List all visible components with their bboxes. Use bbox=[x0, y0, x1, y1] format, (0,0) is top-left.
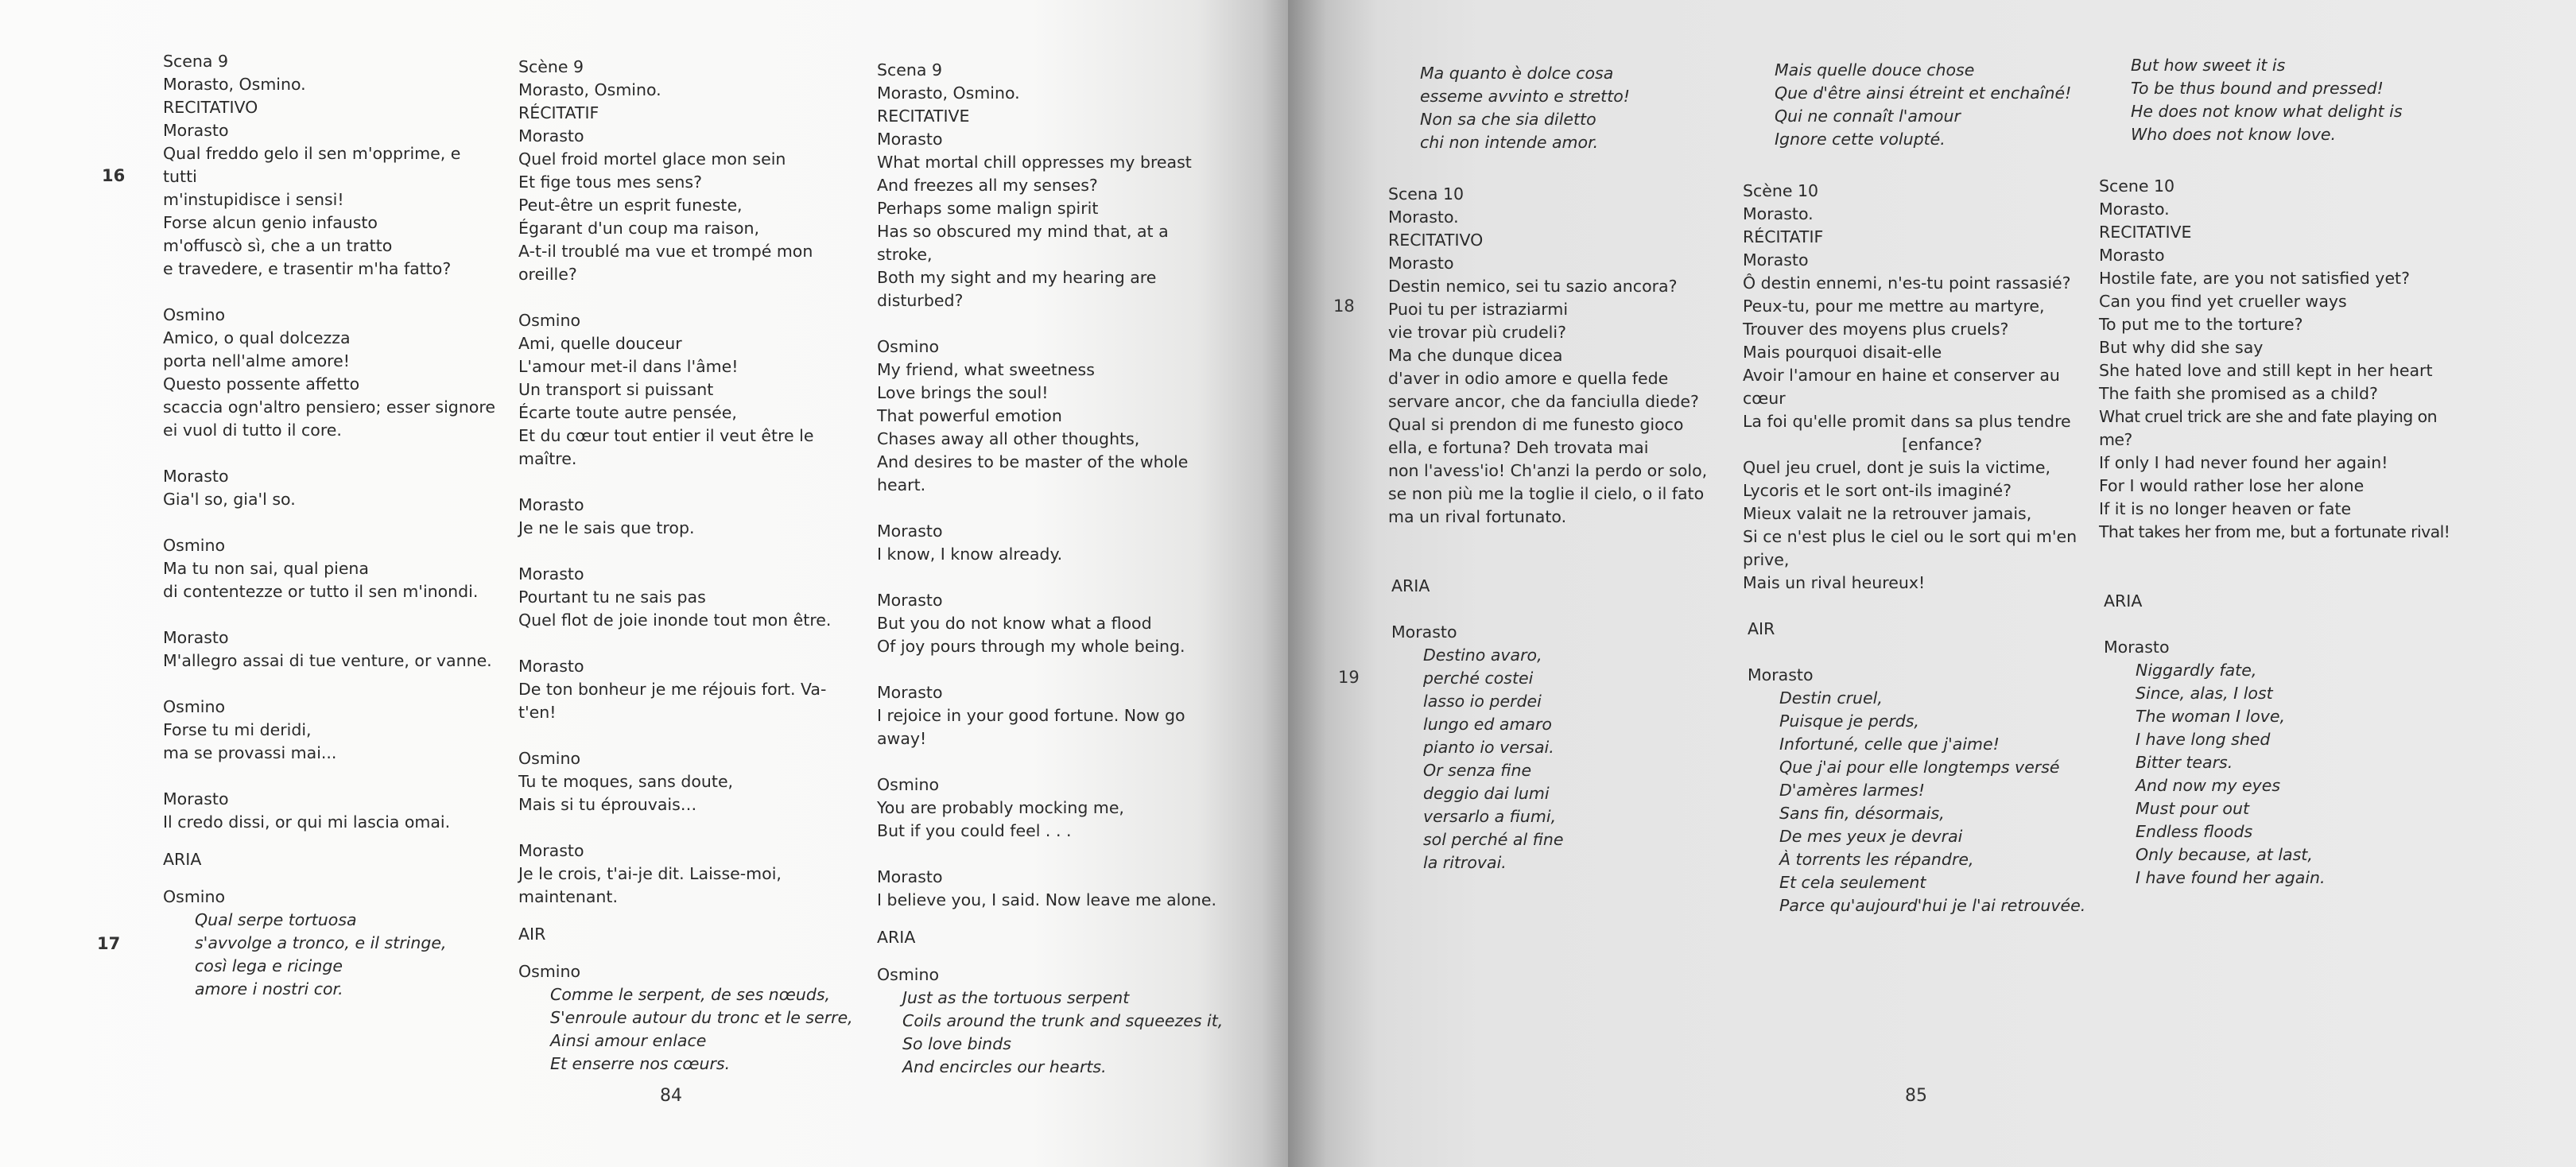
verse-line: To be thus bound and pressed! bbox=[2131, 79, 2384, 98]
verse-line: Peux-tu, pour me mettre au martyre, bbox=[1743, 297, 2045, 316]
speaker-name: Osmino bbox=[163, 305, 226, 324]
speaker-name: Morasto bbox=[877, 591, 943, 610]
speaker-name: Morasto bbox=[1743, 250, 1809, 269]
speaker-name: Morasto bbox=[877, 683, 943, 702]
scene-characters: Morasto, Osmino. bbox=[518, 80, 661, 99]
speaker-name: Osmino bbox=[518, 749, 581, 768]
verse-line: Mais un rival heureux! bbox=[1743, 573, 1926, 592]
speaker-name: Osmino bbox=[518, 962, 581, 981]
aria-continuation bbox=[1420, 62, 1722, 154]
speaker-name: Osmino bbox=[877, 965, 940, 984]
section-heading-recitative: RECITATIVE bbox=[877, 107, 970, 126]
verse-line: Ma quanto è dolce cosa bbox=[1420, 64, 1614, 83]
scene-heading: Scène 10 bbox=[1743, 181, 1819, 200]
verse-line: Gia'l so, gia'l so. bbox=[163, 490, 296, 509]
speaker-name: Morasto bbox=[1388, 254, 1454, 273]
dialogue-block bbox=[877, 520, 1227, 566]
speaker-name: Osmino bbox=[163, 887, 226, 906]
verse-line: Ma tu non sai, qual piena bbox=[163, 559, 369, 578]
french-column bbox=[1743, 59, 2093, 917]
scene-characters: Morasto. bbox=[2099, 200, 2170, 219]
verse-line: Et enserre nos cœurs. bbox=[550, 1054, 731, 1073]
verse-line: But why did she say bbox=[2099, 338, 2264, 357]
verse-line: d'aver in odio amore e quella fede bbox=[1388, 369, 1669, 388]
verse-line: Destino avaro, bbox=[1423, 646, 1542, 665]
speaker-name: Morasto bbox=[518, 841, 584, 860]
dialogue-block bbox=[163, 119, 497, 281]
verse-line: Niggardly fate, bbox=[2136, 661, 2257, 680]
section-heading-aria: AIR bbox=[1748, 619, 1775, 638]
verse-line: Ô destin ennemi, n'es-tu point rassasié? bbox=[1743, 273, 2071, 293]
scene-characters: Morasto, Osmino. bbox=[163, 75, 306, 94]
speaker-name: Morasto bbox=[1748, 665, 1814, 684]
verse-line: Avoir l'amour en haine et conserver au cœur bbox=[1743, 366, 2060, 408]
verse-line: Un transport si puissant bbox=[518, 380, 714, 399]
verse-line: di contentezze or tutto il sen m'inondi. bbox=[163, 582, 479, 601]
verse-line: Has so obscured my mind that, at a stroke, bbox=[877, 222, 1169, 264]
page-number: 85 bbox=[1905, 1086, 1927, 1106]
dialogue-block bbox=[877, 773, 1227, 843]
track-number-18: 18 bbox=[1333, 297, 1355, 316]
section-heading-recitative: RECITATIVO bbox=[1388, 231, 1484, 250]
aria-continuation bbox=[1775, 59, 2093, 151]
verse-line: Comme le serpent, de ses nœuds, bbox=[550, 985, 831, 1004]
verse-line: And now my eyes bbox=[2136, 776, 2281, 795]
verse-line: m'instupidisce i sensi! bbox=[163, 190, 344, 209]
verse-line: lasso io perdei bbox=[1423, 692, 1542, 711]
verse-line: Qual serpe tortuosa bbox=[195, 910, 357, 929]
verse-line: Non sa che sia diletto bbox=[1420, 110, 1596, 129]
verse-line: That powerful emotion bbox=[877, 406, 1062, 425]
verse-line: così lega e ricinge bbox=[195, 956, 343, 975]
speaker-name: Morasto bbox=[163, 467, 229, 486]
verse-line: la ritrovai. bbox=[1423, 853, 1507, 872]
scene-heading: Scena 9 bbox=[163, 52, 229, 71]
verse-line: Bitter tears. bbox=[2136, 753, 2233, 772]
verse-line: Parce qu'aujourd'hui je l'ai retrouvée. bbox=[1779, 896, 2086, 915]
scene-heading: Scène 9 bbox=[518, 57, 584, 76]
dialogue-block bbox=[2099, 244, 2465, 544]
verse-line: Amico, o qual dolcezza bbox=[163, 328, 351, 347]
verse-line: Trouver des moyens plus cruels? bbox=[1743, 320, 2009, 339]
speaker-name: Morasto bbox=[877, 867, 943, 886]
speaker-name: Morasto bbox=[1391, 622, 1457, 642]
verse-line: Je le crois, t'ai-je dit. Laisse-moi, maintenant. bbox=[518, 864, 782, 906]
verse-line: My friend, what sweetness bbox=[877, 360, 1095, 379]
verse-line: And desires to be master of the whole heart. bbox=[877, 452, 1189, 494]
verse-line: Can you find yet crueller ways bbox=[2099, 292, 2347, 311]
aria-continuation bbox=[2131, 54, 2465, 146]
section-heading-aria: ARIA bbox=[163, 850, 202, 869]
verse-line: I have long shed bbox=[2136, 730, 2271, 749]
verse-line: De ton bonheur je me réjouis fort. Va-t'en! bbox=[518, 680, 827, 722]
verse-line: amore i nostri cor. bbox=[195, 979, 343, 998]
verse-line: Sans fin, désormais, bbox=[1779, 804, 1945, 823]
verse-line: Questo possente affetto bbox=[163, 374, 360, 394]
verse-line: Ma che dunque dicea bbox=[1388, 346, 1563, 365]
aria-block bbox=[518, 960, 860, 1076]
verse-line: Et du cœur tout entier il veut être le maître. bbox=[518, 426, 814, 468]
scene-characters: Morasto. bbox=[1743, 204, 1814, 223]
verse-line: La foi qu'elle promit dans sa plus tendre bbox=[1743, 412, 2071, 431]
verse-line: Pourtant tu ne sais pas bbox=[518, 587, 706, 607]
verse-line: If it is no longer heaven or fate bbox=[2099, 499, 2352, 518]
verse-line: So love binds bbox=[902, 1034, 1011, 1053]
verse-line: versarlo a fiumi, bbox=[1423, 807, 1557, 826]
speaker-name: Morasto bbox=[518, 495, 584, 514]
section-heading-aria: ARIA bbox=[2104, 591, 2143, 611]
verse-line: Tu te moques, sans doute, bbox=[518, 772, 734, 791]
verse-line: Que j'ai pour elle longtemps versé bbox=[1779, 758, 2060, 777]
verse-line: I rejoice in your good fortune. Now go away! bbox=[877, 706, 1185, 748]
section-heading-aria: ARIA bbox=[1391, 576, 1430, 595]
verse-line: Destin cruel, bbox=[1779, 688, 1883, 708]
verse-line: Que d'être ainsi étreint et enchaîné! bbox=[1775, 83, 2072, 103]
verse-line: chi non intende amor. bbox=[1420, 133, 1599, 152]
verse-line: And freezes all my senses? bbox=[877, 176, 1098, 195]
verse-line: À torrents les répandre, bbox=[1779, 850, 1974, 869]
dialogue-block bbox=[518, 125, 860, 286]
verse-line: Infortuné, celle que j'aime! bbox=[1779, 735, 2000, 754]
speaker-name: Osmino bbox=[163, 697, 226, 716]
verse-line: If only I had never found her again! bbox=[2099, 453, 2388, 472]
page-number: 84 bbox=[660, 1086, 682, 1106]
french-column bbox=[518, 56, 860, 1076]
verse-line: Ami, quelle douceur bbox=[518, 334, 682, 353]
english-column bbox=[877, 59, 1227, 1079]
verse-line: That takes her from me, but a fortunate rival! bbox=[2099, 522, 2450, 541]
verse-line: D'amères larmes! bbox=[1779, 781, 1925, 800]
verse-line: Lycoris et le sort ont-ils imaginé? bbox=[1743, 481, 2012, 500]
verse-line: Since, alas, I lost bbox=[2136, 684, 2273, 703]
dialogue-block bbox=[518, 655, 860, 724]
scene-characters: Morasto, Osmino. bbox=[877, 83, 1020, 103]
dialogue-block bbox=[1388, 252, 1722, 529]
aria-verses bbox=[1748, 687, 2093, 917]
section-heading-aria: ARIA bbox=[877, 928, 916, 947]
verse-line: Forse alcun genio infausto bbox=[163, 213, 378, 232]
verse-line: Quel jeu cruel, dont je suis la victime, bbox=[1743, 458, 2050, 477]
verse-line: A-t-il troublé ma vue et trompé mon oreille? bbox=[518, 242, 813, 284]
dialogue-block bbox=[518, 309, 860, 471]
verse-line: L'amour met-il dans l'âme! bbox=[518, 357, 739, 376]
speaker-name: Morasto bbox=[163, 789, 229, 808]
verse-line: Or senza fine bbox=[1423, 761, 1532, 780]
verse-line: ei vuol di tutto il core. bbox=[163, 421, 342, 440]
verse-line: For I would rather lose her alone bbox=[2099, 476, 2365, 495]
dialogue-block bbox=[1743, 249, 2093, 595]
verse-line: De mes yeux je devrai bbox=[1779, 827, 1963, 846]
verse-line: Only because, at last, bbox=[2136, 845, 2313, 864]
verse-line: The woman I love, bbox=[2136, 707, 2286, 726]
aria-verses bbox=[2104, 659, 2465, 890]
scene-characters: Morasto. bbox=[1388, 207, 1459, 227]
dialogue-block bbox=[163, 534, 497, 603]
verse-line: Puisque je perds, bbox=[1779, 711, 1919, 731]
english-column bbox=[2099, 54, 2465, 890]
dialogue-block bbox=[518, 747, 860, 816]
verse-line: What cruel trick are she and fate playing on me? bbox=[2099, 407, 2437, 449]
verse-line: But if you could feel . . . bbox=[877, 821, 1072, 840]
verse-line: Écarte toute autre pensée, bbox=[518, 403, 737, 422]
verse-line: Perhaps some malign spirit bbox=[877, 199, 1099, 218]
verse-line: Who does not know love. bbox=[2131, 125, 2336, 144]
dialogue-block bbox=[518, 494, 860, 540]
verse-line: Chases away all other thoughts, bbox=[877, 429, 1140, 448]
verse-line: Endless floods bbox=[2136, 822, 2253, 841]
verse-line: ma un rival fortunato. bbox=[1388, 507, 1567, 526]
section-heading-recitative: RECITATIVE bbox=[2099, 223, 2192, 242]
verse-line: Of joy pours through my whole being. bbox=[877, 637, 1185, 656]
verse-line: Coils around the trunk and squeezes it, bbox=[902, 1011, 1224, 1030]
verse-line: non l'avess'io! Ch'anzi la perdo or solo, bbox=[1388, 461, 1708, 480]
scene-heading: Scene 10 bbox=[2099, 176, 2175, 196]
speaker-name: Morasto bbox=[518, 126, 584, 145]
speaker-name: Morasto bbox=[2099, 246, 2165, 265]
section-heading-recitative: RÉCITATIF bbox=[518, 103, 599, 122]
verse-line: scaccia ogn'altro pensiero; esser signore bbox=[163, 397, 495, 417]
italian-column bbox=[1388, 62, 1722, 874]
speaker-name: Morasto bbox=[877, 130, 943, 149]
aria-block bbox=[163, 886, 497, 1001]
right-page bbox=[1288, 0, 2576, 1167]
aria-verses bbox=[163, 909, 497, 1001]
verse-line: Qual si prendon di me funesto gioco bbox=[1388, 415, 1684, 434]
track-number-19: 19 bbox=[1338, 668, 1360, 687]
verse-line: [enfance? bbox=[1902, 435, 1983, 454]
speaker-name: Morasto bbox=[877, 521, 943, 541]
dialogue-block bbox=[877, 681, 1227, 750]
verse-line: se non più me la toglie il cielo, o il fato bbox=[1388, 484, 1705, 503]
verse-line: Quel flot de joie inonde tout mon être. bbox=[518, 611, 832, 630]
verse-line: Puoi tu per istraziarmi bbox=[1388, 300, 1569, 319]
verse-line: I know, I know already. bbox=[877, 545, 1063, 564]
verse-line: Ainsi amour enlace bbox=[550, 1031, 707, 1050]
speaker-name: Morasto bbox=[163, 628, 229, 647]
verse-line: Mais si tu éprouvais… bbox=[518, 795, 697, 814]
section-heading-aria: AIR bbox=[518, 925, 546, 944]
verse-line: Mais quelle douce chose bbox=[1775, 60, 1975, 79]
verse-line: lungo ed amaro bbox=[1423, 715, 1552, 734]
speaker-name: Morasto bbox=[518, 564, 584, 584]
aria-block bbox=[2104, 636, 2465, 890]
dialogue-block bbox=[877, 335, 1227, 497]
dialogue-block bbox=[518, 839, 860, 909]
section-heading-recitative: RÉCITATIF bbox=[1743, 227, 1824, 246]
verse-line: I have found her again. bbox=[2136, 868, 2326, 887]
scene-heading: Scena 9 bbox=[877, 60, 943, 79]
verse-line: s'avvolge a tronco, e il stringe, bbox=[195, 933, 447, 952]
aria-block bbox=[1391, 621, 1722, 874]
speaker-name: Osmino bbox=[518, 311, 581, 330]
aria-verses bbox=[1391, 644, 1722, 874]
verse-line: But you do not know what a flood bbox=[877, 614, 1152, 633]
verse-line: porta nell'alme amore! bbox=[163, 351, 350, 370]
verse-line: perché costei bbox=[1423, 669, 1534, 688]
verse-line: Si ce n'est plus le ciel ou le sort qui m'en prive, bbox=[1743, 527, 2077, 569]
speaker-name: Osmino bbox=[877, 775, 940, 794]
speaker-name: Morasto bbox=[163, 121, 229, 140]
verse-line: Love brings the soul! bbox=[877, 383, 1049, 402]
scene-heading: Scena 10 bbox=[1388, 184, 1465, 204]
verse-line: Must pour out bbox=[2136, 799, 2249, 818]
aria-block bbox=[1748, 664, 2093, 917]
aria-block bbox=[877, 963, 1227, 1079]
verse-line: Just as the tortuous serpent bbox=[902, 988, 1130, 1007]
verse-line: Qui ne connaît l'amour bbox=[1775, 107, 1961, 126]
verse-line: You are probably mocking me, bbox=[877, 798, 1124, 817]
verse-line: She hated love and still kept in her heart bbox=[2099, 361, 2433, 380]
aria-verses bbox=[518, 983, 860, 1076]
verse-line: esseme avvinto e stretto! bbox=[1420, 87, 1631, 106]
speaker-name: Osmino bbox=[877, 337, 940, 356]
dialogue-block bbox=[163, 626, 497, 673]
verse-line: He does not know what delight is bbox=[2131, 102, 2403, 121]
verse-line: Mieux valait ne la retrouver jamais, bbox=[1743, 504, 2032, 523]
dialogue-block bbox=[518, 563, 860, 632]
verse-line: Both my sight and my hearing are disturbed? bbox=[877, 268, 1157, 310]
verse-line: S'enroule autour du tronc et le serre, bbox=[550, 1008, 853, 1027]
speaker-name: Osmino bbox=[163, 536, 226, 555]
verse-line: e travedere, e trasentir m'ha fatto? bbox=[163, 259, 452, 278]
verse-line: m'offuscò sì, che a un tratto bbox=[163, 236, 393, 255]
verse-line: Égarant d'un coup ma raison, bbox=[518, 219, 760, 238]
speaker-name: Morasto bbox=[518, 657, 584, 676]
dialogue-block bbox=[877, 866, 1227, 912]
aria-verses bbox=[877, 987, 1227, 1079]
verse-line: And encircles our hearts. bbox=[902, 1057, 1107, 1076]
verse-line: Qual freddo gelo il sen m'opprime, e tutti bbox=[163, 144, 461, 186]
dialogue-block bbox=[877, 128, 1227, 312]
verse-line: servare ancor, che da fanciulla diede? bbox=[1388, 392, 1699, 411]
dialogue-block bbox=[163, 304, 497, 442]
verse-line: But how sweet it is bbox=[2131, 56, 2286, 75]
dialogue-block bbox=[163, 465, 497, 511]
verse-line: Ignore cette volupté. bbox=[1775, 130, 1946, 149]
dialogue-block bbox=[163, 788, 497, 834]
verse-line: Destin nemico, sei tu sazio ancora? bbox=[1388, 277, 1678, 296]
verse-line: vie trovar più crudeli? bbox=[1388, 323, 1566, 342]
verse-line: What mortal chill oppresses my breast bbox=[877, 153, 1192, 172]
dialogue-block bbox=[163, 696, 497, 765]
italian-column bbox=[163, 50, 497, 1001]
verse-line: Quel froid mortel glace mon sein bbox=[518, 149, 786, 169]
verse-line: Et fige tous mes sens? bbox=[518, 173, 702, 192]
verse-line: Hostile fate, are you not satisfied yet? bbox=[2099, 269, 2410, 288]
speaker-name: Morasto bbox=[2104, 638, 2170, 657]
dialogue-block bbox=[877, 589, 1227, 658]
section-heading-recitative: RECITATIVO bbox=[163, 98, 258, 117]
verse-line: The faith she promised as a child? bbox=[2099, 384, 2378, 403]
track-number-17: 17 bbox=[97, 934, 121, 953]
track-number-16: 16 bbox=[102, 166, 126, 185]
verse-line: Forse tu mi deridi, bbox=[163, 720, 312, 739]
verse-line: Il credo dissi, or qui mi lascia omai. bbox=[163, 812, 451, 832]
verse-line: I believe you, I said. Now leave me alone. bbox=[877, 890, 1217, 909]
verse-line: Mais pourquoi disait-elle bbox=[1743, 343, 1942, 362]
verse-line: M'allegro assai di tue venture, or vanne. bbox=[163, 651, 492, 670]
verse-line: deggio dai lumi bbox=[1423, 784, 1550, 803]
verse-line: sol perché al fine bbox=[1423, 830, 1564, 849]
verse-line: To put me to the torture? bbox=[2099, 315, 2303, 334]
verse-line: Je ne le sais que trop. bbox=[518, 518, 695, 537]
verse-line: ma se provassi mai... bbox=[163, 743, 337, 762]
verse-line: pianto io versai. bbox=[1423, 738, 1554, 757]
verse-line: Et cela seulement bbox=[1779, 873, 1926, 892]
verse-line: ella, e fortuna? Deh trovata mai bbox=[1388, 438, 1649, 457]
verse-line: Peut-être un esprit funeste, bbox=[518, 196, 743, 215]
